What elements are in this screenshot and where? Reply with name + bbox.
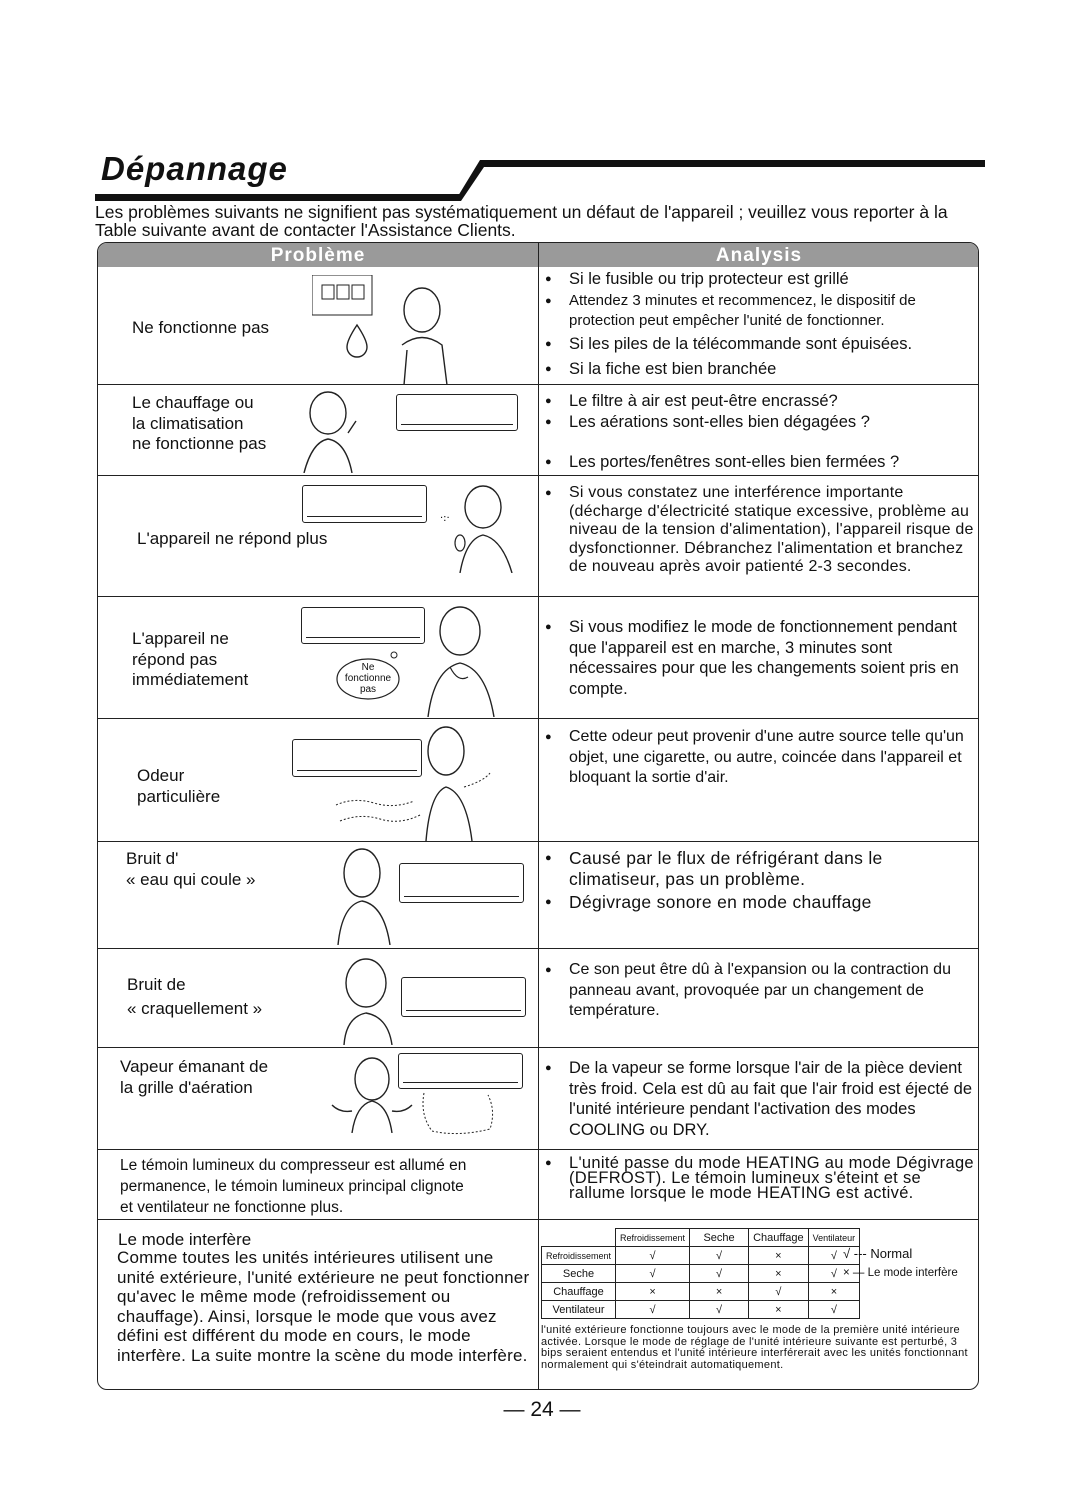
analysis-item: ● Les aérations sont-elles bien dégagées ? — [545, 412, 975, 433]
analysis-item: ● Si les piles de la télécommande sont épuisées. — [545, 334, 975, 355]
mode-cell: × — [808, 1283, 860, 1301]
row-divider — [98, 475, 978, 476]
analysis-item: ● Si le fusible ou trip protecteur est grillé — [545, 269, 975, 290]
mode-cell: √ — [690, 1301, 749, 1319]
illustration-person-listening — [328, 845, 398, 950]
ac-unit-icon — [302, 485, 427, 523]
mode-cell: √ — [808, 1301, 860, 1319]
analysis-4 — [545, 617, 975, 699]
mode-cell: √ — [616, 1247, 690, 1265]
problem-10-text: Comme toutes les unités intérieures utilisent une unité extérieure, l'unité extérieure ne peut fonctionner qu'avec le même mode (refroidissement ou chauffage). Ainsi, lorsque le mode que vous avez défini est différent du mode en cours, le mode interfère. La suite montre la scène du mode interfère. — [117, 1248, 530, 1365]
row-divider — [98, 718, 978, 719]
mode-row-label: Ventilateur — [542, 1301, 616, 1319]
analysis-2 — [545, 391, 975, 473]
ac-unit-icon — [401, 977, 526, 1017]
problem-8: Vapeur émanant de la grille d'aération — [120, 1057, 269, 1097]
analysis-item: ● Dégivrage sonore en mode chauffage — [545, 892, 975, 913]
analysis-9 — [545, 1156, 975, 1201]
analysis-item: ● Causé par le flux de réfrigérant dans le climatiseur, pas un problème. — [545, 848, 975, 889]
illustration-person-smelling — [334, 721, 494, 846]
analysis-item: ● Attendez 3 minutes et recommencez, le dispositif de protection peut empêcher l'unité de fonctionner. — [545, 291, 975, 332]
mode-header: Seche — [690, 1229, 749, 1247]
analysis-5 — [545, 727, 975, 789]
mode-cell: × — [749, 1301, 809, 1319]
illustration-person-thinking — [420, 603, 500, 722]
analysis-item: ● De la vapeur se forme lorsque l'air de la pièce devient très froid. Cela est dû au fait que l'air froid est éjecté de l'unité intérieure pendant l'activation des modes COOLING ou DRY. — [545, 1058, 975, 1140]
mode-table-row — [542, 1301, 860, 1319]
analysis-8 — [545, 1058, 975, 1140]
mode-row-label: Refroidissement — [542, 1247, 616, 1265]
mode-header: Refroidissement — [616, 1229, 690, 1247]
problem-4: L'appareil ne répond pas immédiatement — [132, 629, 249, 689]
mode-cell: √ — [616, 1301, 690, 1319]
problem-1: Ne fonctionne pas — [132, 318, 270, 337]
mode-cell: √ — [749, 1283, 809, 1301]
bubble-text: Ne fonctionne pas — [344, 662, 392, 695]
intro-text: Les problèmes suivants ne signifient pas systématiquement un défaut de l'appareil ; veuillez vous reporter à la Table suivante avant de contacter l'Assistance Clients. — [95, 202, 948, 240]
troubleshooting-table — [97, 242, 979, 1390]
vapor-icon — [418, 1091, 498, 1142]
analysis-item: ● Le filtre à air est peut-être encrassé? — [545, 391, 975, 412]
mode-cell: √ — [808, 1247, 860, 1265]
problem-3: L'appareil ne répond plus — [137, 529, 328, 548]
legend-normal: √ --- Normal — [843, 1246, 913, 1261]
legend-interfere: × — Le mode interfère — [843, 1267, 958, 1279]
illustration-person-hands-ears — [332, 953, 402, 1050]
mode-cell: × — [690, 1283, 749, 1301]
analysis-item: ● Si vous constatez une interférence importante (décharge d'électricité statique excessive, problème au niveau de la tension d'alimentation), l'appareil risque de dysfonctionner. Débranchez l'alimentation et branchez de nouveau après avoir patienté 2-3 secondes. — [545, 484, 975, 577]
mode-cell: √ — [690, 1265, 749, 1283]
mode-interference-table — [541, 1228, 860, 1319]
page-number: — 24 — — [503, 1398, 581, 1421]
mode-table-row — [542, 1247, 860, 1265]
header-problem: Problème — [270, 245, 366, 266]
illustration-person-pointing — [290, 387, 370, 478]
problem-10-title: Le mode interfère — [118, 1230, 252, 1249]
page-title: Dépannage — [101, 150, 288, 187]
analysis-3 — [545, 484, 975, 577]
column-divider — [538, 243, 539, 1389]
analysis-item: ● Les portes/fenêtres sont-elles bien fermées ? — [545, 452, 975, 473]
row-divider — [98, 841, 978, 842]
row-divider — [98, 1047, 978, 1048]
svg-text:·:·: ·:· — [440, 513, 450, 524]
row-divider — [98, 948, 978, 949]
problem-6: Bruit d' « eau qui coule » — [126, 849, 256, 889]
mode-table-row — [542, 1283, 860, 1301]
problem-9: Le témoin lumineux du compresseur est allumé en permanence, le témoin lumineux principal clignote et ventilateur ne fonctionne plus. — [120, 1157, 467, 1216]
ac-unit-icon — [398, 1053, 523, 1089]
row-divider — [98, 596, 978, 597]
problem-7: Bruit de « craquellement » — [127, 975, 263, 1018]
ac-unit-icon — [396, 394, 518, 431]
analysis-6 — [545, 848, 975, 913]
mode-header: Chauffage — [749, 1229, 809, 1247]
analysis-item: ● Ce son peut être dû à l'expansion ou la contraction du panneau avant, provoquée par un changement de température. — [545, 960, 975, 1022]
thought-bubble — [336, 651, 400, 701]
analysis-1 — [545, 269, 975, 380]
row-divider — [98, 384, 978, 385]
analysis-item: ● Cette odeur peut provenir d'une autre source telle qu'un objet, une cigarette, ou autre, coincée dans l'appareil et bloquant la sortie d'air. — [545, 727, 975, 789]
mode-cell: × — [749, 1247, 809, 1265]
analysis-item: ● L'unité passe du mode HEATING au mode Dégivrage (DEFROST). Le témoin lumineux s'éteint et se rallume lorsque le mode HEATING est activé. — [545, 1156, 975, 1201]
mode-cell: √ — [808, 1265, 860, 1283]
row-divider — [98, 1219, 978, 1220]
analysis-item: ● Si vous modifiez le mode de fonctionnement pendant que l'appareil est en marche, 3 minutes sont nécessaires pour que les changements soient pris en compte. — [545, 617, 975, 699]
illustration-person-remote — [438, 481, 518, 578]
mode-cell: × — [616, 1283, 690, 1301]
mode-row-label: Chauffage — [542, 1283, 616, 1301]
mode-note: l'unité extérieure fonctionne toujours avec le mode de la première unité intérieure activée. Lorsque le mode de réglage de l'unité intérieure suivante est perturbé, 3 bips seraient entendus et l'unité intérieure interférerait avec les unités fonctionnant normalement qui s'éteindrait automatiquement. — [541, 1324, 968, 1371]
mode-table-header — [542, 1229, 860, 1247]
mode-table-corner — [542, 1229, 616, 1247]
problem-2: Le chauffage ou la climatisation ne fonctionne pas — [132, 393, 267, 453]
mode-header: Ventilateur — [808, 1229, 860, 1247]
analysis-item: ● Si la fiche est bien branchée — [545, 359, 975, 380]
analysis-7 — [545, 960, 975, 1022]
mode-cell: √ — [616, 1265, 690, 1283]
row-divider — [98, 1149, 978, 1150]
mode-table-row — [542, 1265, 860, 1283]
illustration-fuse-person — [312, 275, 452, 390]
problem-5: Odeur particulière — [137, 766, 221, 806]
mode-cell: √ — [690, 1247, 749, 1265]
header-analysis: Analysis — [715, 245, 803, 266]
ac-unit-icon — [399, 863, 524, 903]
ac-unit-icon — [301, 607, 425, 644]
mode-row-label: Seche — [542, 1265, 616, 1283]
mode-cell: × — [749, 1265, 809, 1283]
